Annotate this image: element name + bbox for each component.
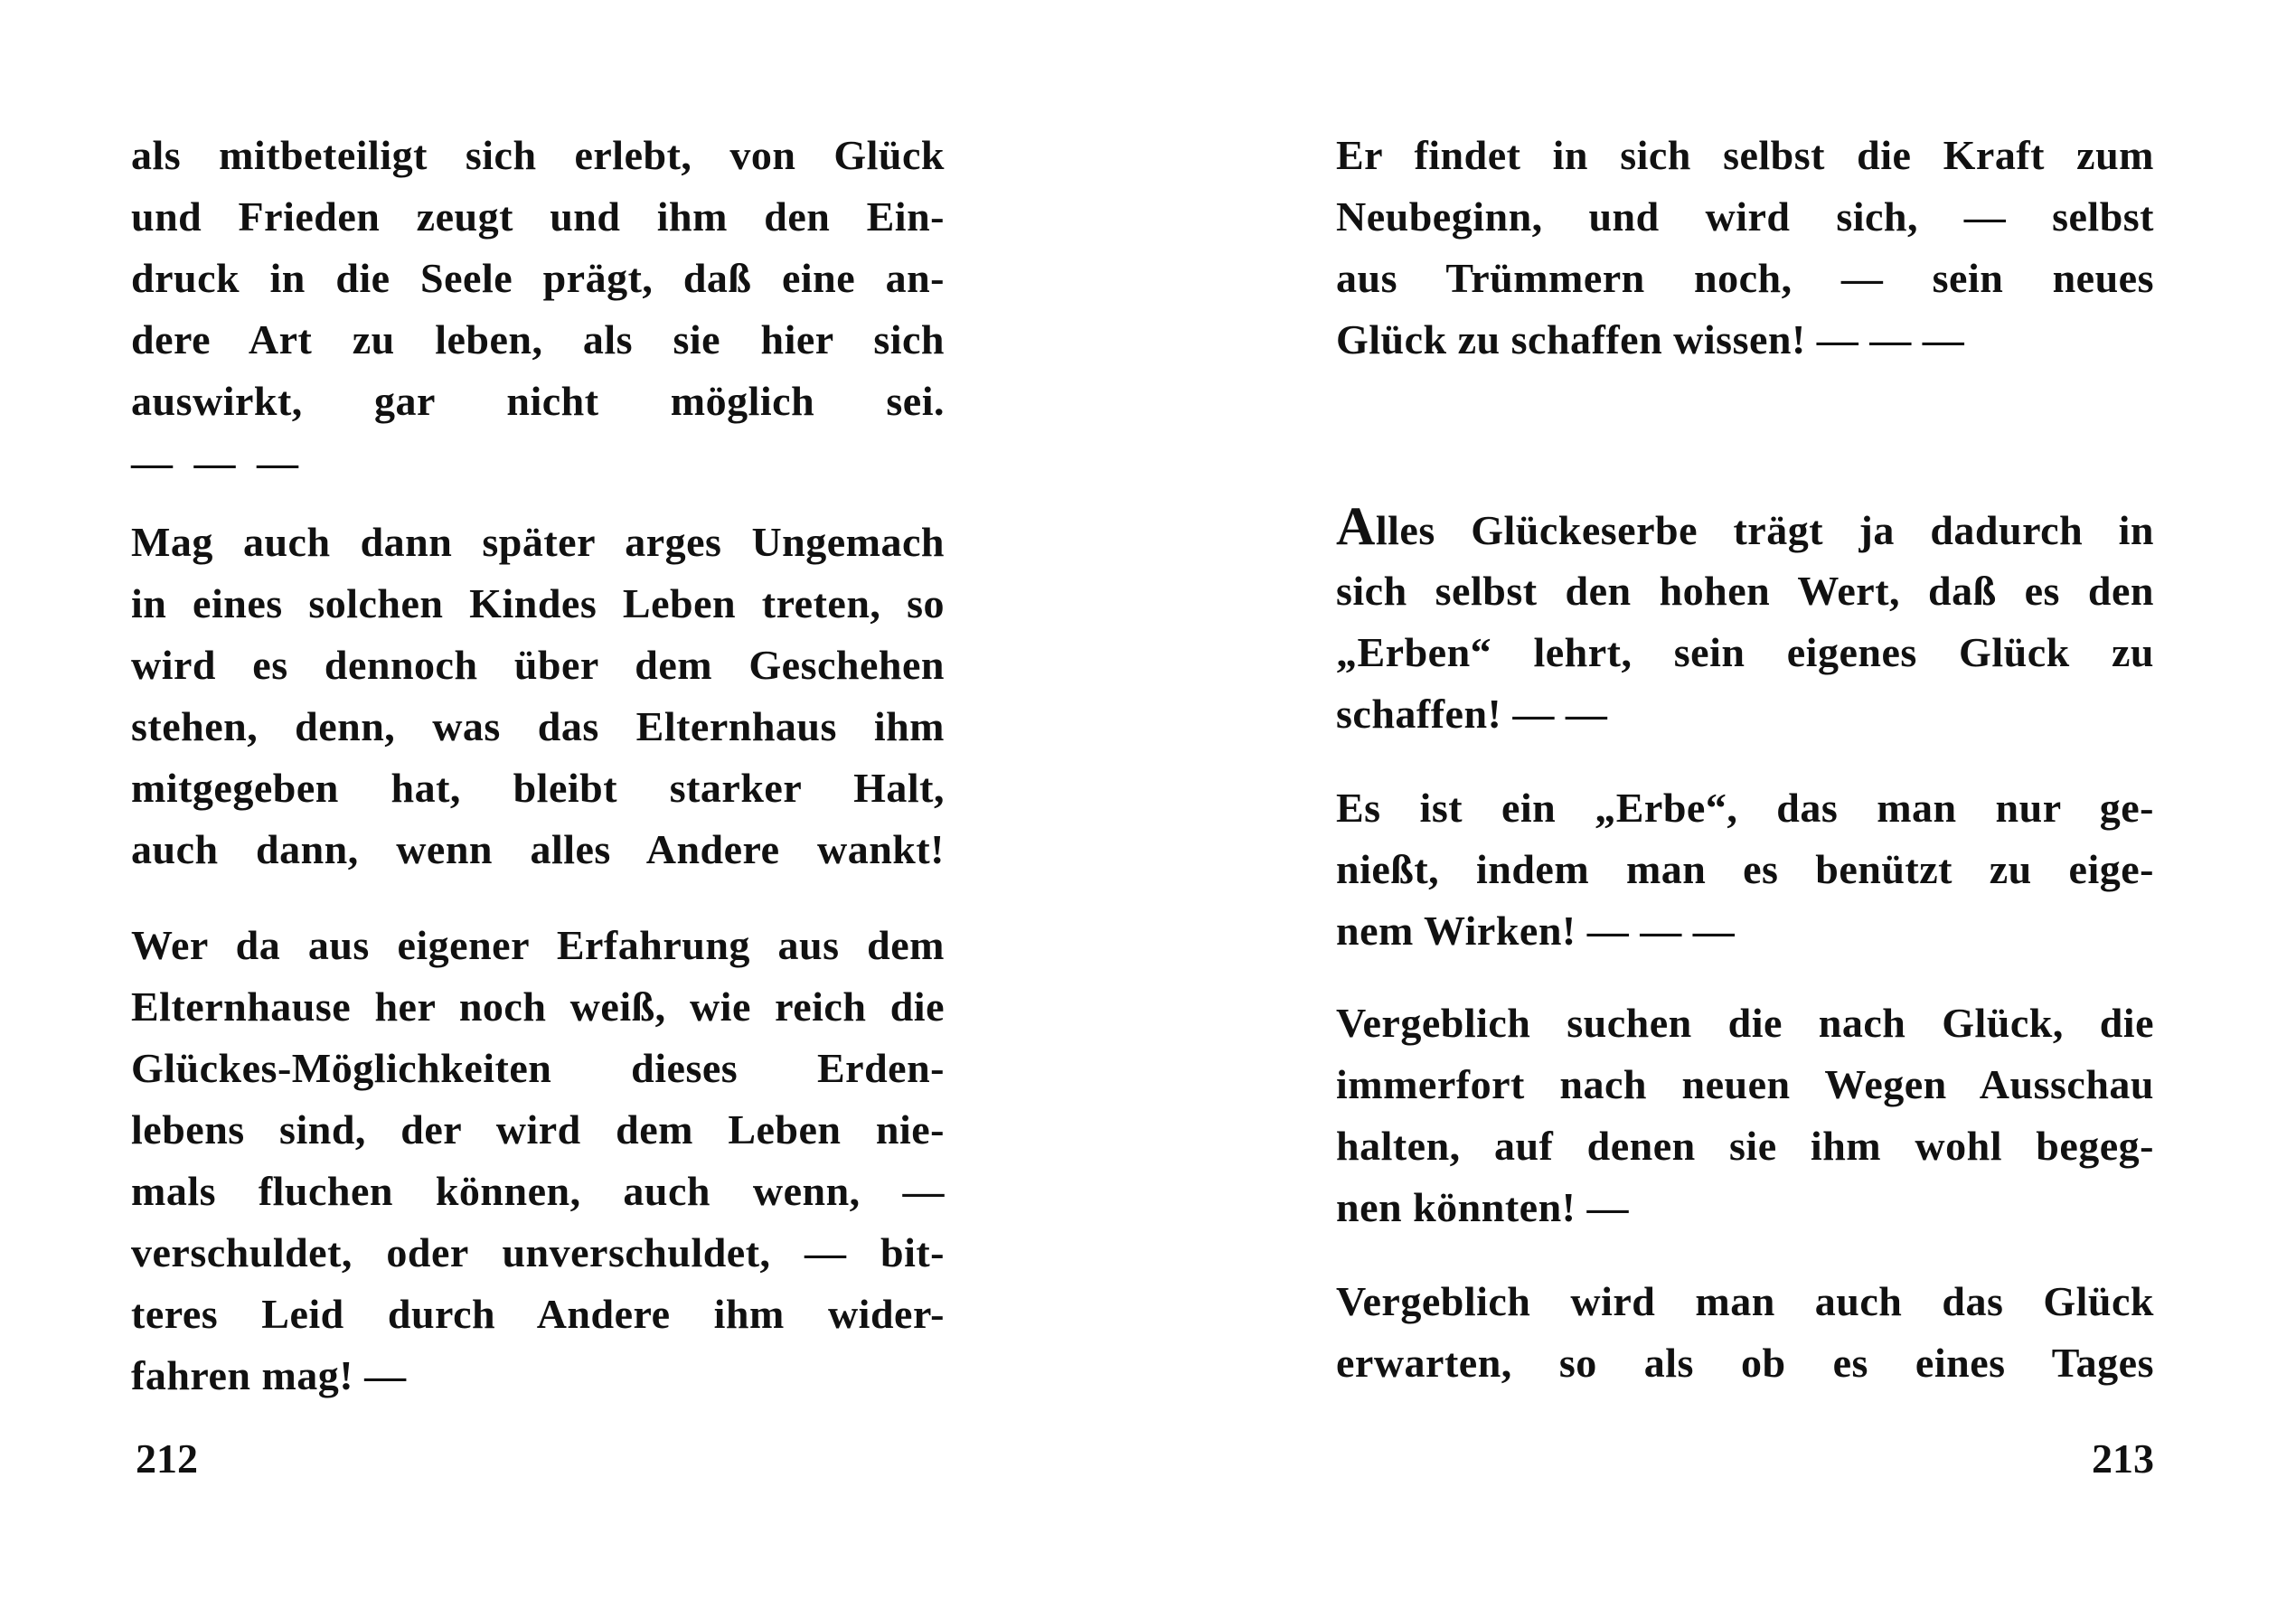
text-line: und Frieden zeugt und ihm den Ein- [131,193,945,240]
text-line: teres Leid durch Andere ihm wider- [131,1291,945,1337]
text-line: lebens sind, der wird dem Leben nie- [131,1106,945,1153]
paragraph [1336,125,2154,371]
text-line: schaffen! — — [1336,691,1608,737]
paragraph [1336,993,2154,1238]
paragraph [1336,1271,2154,1394]
text-line: auswirkt, gar nicht möglich sei. [131,378,945,424]
text-line: Es ist ein „Erbe“, das man nur ge- [1336,785,2154,831]
text-line-rest: lles Glückeserbe trägt ja dadurch in [1375,507,2154,553]
text-line: immerfort nach neuen Wegen Ausschau [1336,1061,2154,1107]
paragraph [131,512,945,880]
text-line: stehen, denn, was das Elternhaus ihm [131,703,945,749]
text-line: Neubeginn, und wird sich, — selbst [1336,193,2154,240]
section-dashes: — — — [131,439,304,485]
text-line: mitgegeben hat, bleibt starker Halt, [131,765,945,811]
text-line: halten, auf denen sie ihm wohl begeg- [1336,1123,2154,1169]
text-line: Vergeblich wird man auch das Glück [1336,1278,2154,1324]
page-number: 213 [2092,1435,2154,1482]
text-line: mals fluchen können, auch wenn, — [131,1168,945,1214]
text-line: fahren mag! — [131,1352,407,1398]
text-line: nem Wirken! — — — [1336,908,1736,954]
text-line: verschuldet, oder unverschuldet, — bit- [131,1229,945,1275]
text-line: erwarten, so als ob es eines Tages [1336,1340,2154,1386]
text-line: Vergeblich suchen die nach Glück, die [1336,1000,2154,1046]
text-line: druck in die Seele prägt, daß eine an- [131,255,945,301]
text-line: wird es dennoch über dem Geschehen [131,642,945,688]
text-line: Mag auch dann später arges Ungemach [131,519,945,565]
text-line: Elternhause her noch weiß, wie reich die [131,983,945,1030]
text-line: aus Trümmern noch, — sein neues [1336,255,2154,301]
text-line: dere Art zu leben, als sie hier sich [131,316,945,362]
text-line: in eines solchen Kindes Leben treten, so [131,580,945,626]
paragraph [131,125,945,494]
page-number: 212 [136,1435,198,1482]
text-line: Glückes-Möglichkeiten dieses Erden- [131,1045,945,1091]
text-line: nen könnten! — [1336,1184,1629,1230]
paragraph [131,915,945,1407]
text-line: sich selbst den hohen Wert, daß es den [1336,568,2154,614]
text-line: Wer da aus eigener Erfahrung aus dem [131,922,945,968]
paragraph [1336,777,2154,962]
text-line: nießt, indem man es benützt zu eige- [1336,846,2154,892]
text-line: als mitbeteiligt sich erlebt, von Glück [131,132,945,178]
drop-cap: A [1336,496,1376,556]
text-line: „Erben“ lehrt, sein eigenes Glück zu [1336,629,2154,675]
text-line: auch dann, wenn alles Andere wankt! [131,826,945,872]
text-line [1336,496,2154,560]
text-line: Glück zu schaffen wissen! — — — [1336,316,1965,362]
paragraph [1336,496,2154,745]
text-line: Er findet in sich selbst die Kraft zum [1336,132,2154,178]
